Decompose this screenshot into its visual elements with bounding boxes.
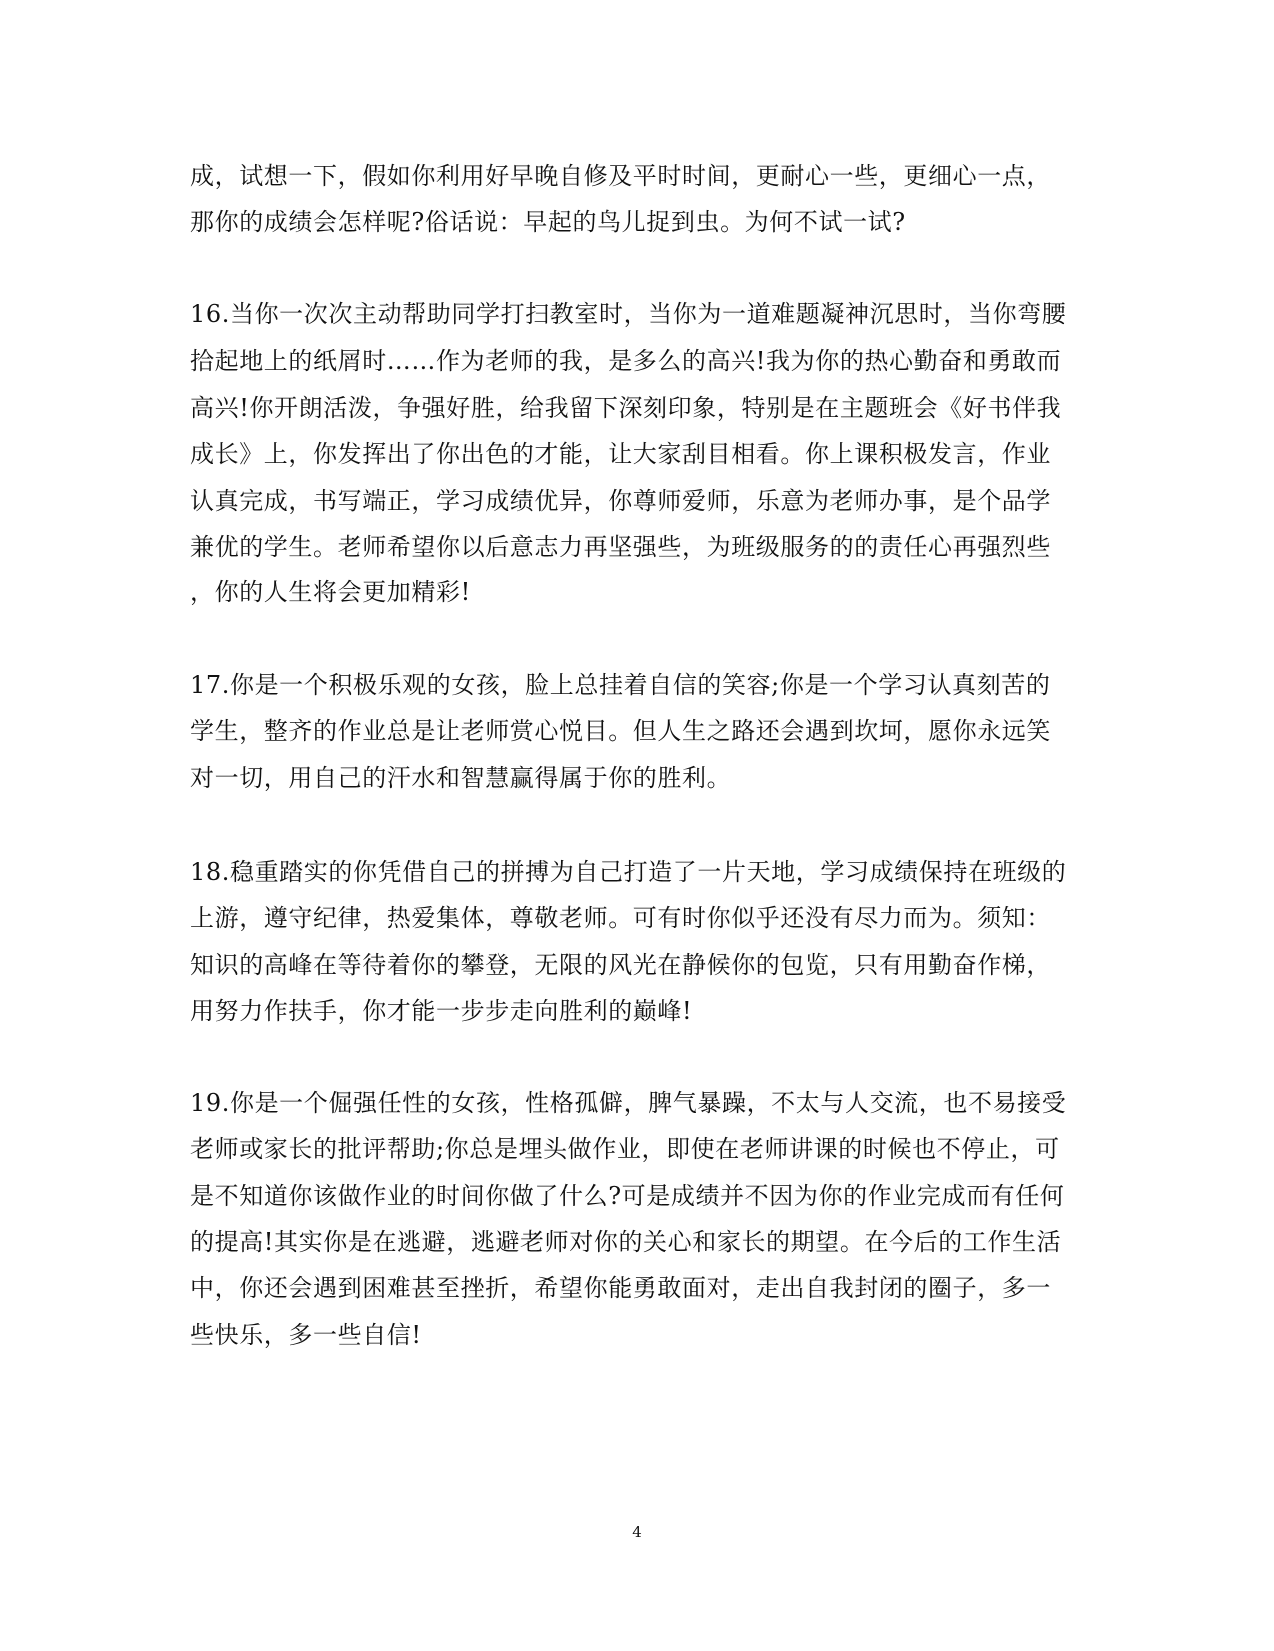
paragraph-line: 17.你是一个积极乐观的女孩，脸上总挂着自信的笑容;你是一个学习认真刻苦的 bbox=[190, 671, 1051, 699]
paragraph-line: 知识的高峰在等待着你的攀登，无限的风光在静候你的包览，只有用勤奋作梯， bbox=[190, 951, 1051, 979]
paragraph-line: 的提高!其实你是在逃避，逃避老师对你的关心和家长的期望。在今后的工作生活 bbox=[190, 1228, 1062, 1256]
paragraph-line: ，你的人生将会更加精彩! bbox=[190, 578, 471, 606]
paragraph-line: 成长》上，你发挥出了你出色的才能，让大家刮目相看。你上课积极发言，作业 bbox=[190, 440, 1051, 468]
paragraph-line: 那你的成绩会怎样呢?俗话说：早起的鸟儿捉到虫。为何不试一试? bbox=[190, 208, 906, 236]
paragraph-line: 高兴!你开朗活泼，争强好胜，给我留下深刻印象，特别是在主题班会《好书伴我 bbox=[190, 394, 1062, 422]
paragraph-line: 老师或家长的批评帮助;你总是埋头做作业，即使在老师讲课的时候也不停止，可 bbox=[190, 1135, 1060, 1163]
paragraph-line: 16.当你一次次主动帮助同学打扫教室时，当你为一道难题凝神沉思时，当你弯腰 bbox=[190, 300, 1067, 328]
paragraph-line: 是不知道你该做作业的时间你做了什么?可是成绩并不因为你的作业完成而有任何 bbox=[190, 1182, 1065, 1210]
paragraph-line: 认真完成，书写端正，学习成绩优异，你尊师爱师，乐意为老师办事，是个品学 bbox=[190, 487, 1051, 515]
paragraph-line: 些快乐，多一些自信! bbox=[190, 1321, 422, 1349]
paragraph-line: 中，你还会遇到困难甚至挫折，希望你能勇敢面对，走出自我封闭的圈子，多一 bbox=[190, 1274, 1051, 1302]
paragraph-line: 用努力作扶手，你才能一步步走向胜利的巅峰! bbox=[190, 997, 693, 1025]
paragraph-line: 兼优的学生。老师希望你以后意志力再坚强些，为班级服务的的责任心再强烈些 bbox=[190, 533, 1051, 561]
page-number: 4 bbox=[632, 1523, 642, 1541]
paragraph-line: 成，试想一下，假如你利用好早晚自修及平时时间，更耐心一些，更细心一点， bbox=[190, 162, 1051, 190]
paragraph-line: 19.你是一个倔强任性的女孩，性格孤僻，脾气暴躁，不太与人交流，也不易接受 bbox=[190, 1089, 1067, 1117]
paragraph-line: 拾起地上的纸屑时……作为老师的我，是多么的高兴!我为你的热心勤奋和勇敢而 bbox=[190, 347, 1062, 375]
paragraph-line: 学生，整齐的作业总是让老师赏心悦目。但人生之路还会遇到坎坷，愿你永远笑 bbox=[190, 717, 1051, 745]
paragraph-line: 上游，遵守纪律，热爱集体，尊敬老师。可有时你似乎还没有尽力而为。须知： bbox=[190, 904, 1051, 932]
paragraph-line: 对一切，用自己的汗水和智慧赢得属于你的胜利。 bbox=[190, 764, 732, 792]
paragraph-line: 18.稳重踏实的你凭借自己的拼搏为自己打造了一片天地，学习成绩保持在班级的 bbox=[190, 858, 1067, 886]
